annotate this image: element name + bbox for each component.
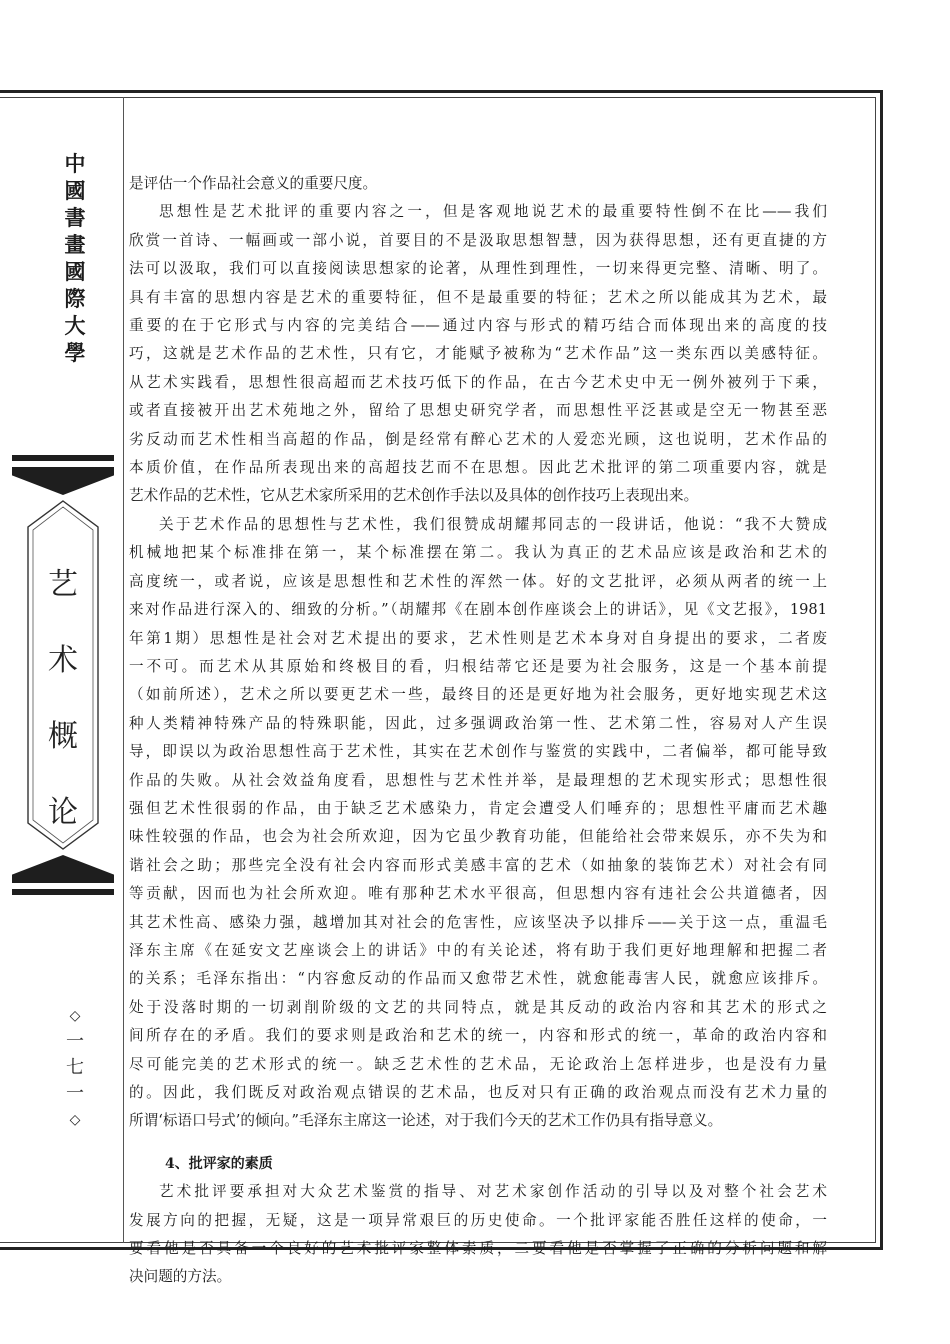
body-text [129, 170, 827, 1292]
diamond-icon: ◇ [69, 1008, 81, 1024]
school-name-char: 畫 [64, 232, 86, 257]
diamond-icon: ◇ [69, 1112, 81, 1128]
text-line: 谐社会之助；那些完全没有社会内容而形式美感丰富的艺术（如抽象的装饰艺术）对社会有同 [129, 856, 827, 874]
text-line: 其艺术性高、感染力强，越增加其对社会的危害性，应该坚决予以排斥——关于这一点，重温毛 [129, 913, 827, 931]
book-title-char: 艺 [48, 567, 78, 602]
text-line: 来对作品进行深入的、细致的分析。”（胡耀邦《在剧本创作座谈会上的讲话》，见《文艺报》，1981 [129, 601, 827, 619]
text-line: 年第1期）思想性是社会对艺术提出的要求，艺术性则是艺术本身对自身提出的要求，二者废 [129, 629, 827, 647]
school-name [60, 150, 90, 366]
text-line: 高度统一，或者说，应该是思想性和艺术性的浑然一体。好的文艺批评，必须从两者的统一上 [129, 572, 827, 590]
text-line: 要看他是否具备一个良好的艺术批评家整体素质，二要看他是否掌握了正确的分析问题和解 [129, 1240, 827, 1258]
text-line: 的。因此，我们既反对政治观点错误的艺术品，也反对只有正确的政治观点而没有艺术力量的 [129, 1084, 827, 1101]
sidebar-divider [123, 97, 124, 1243]
page-number-char: 一 [66, 1083, 84, 1104]
text-line: 思想性是艺术批评的重要内容之一，但是客观地说艺术的最重要特性倒不在比——我们 [159, 203, 827, 221]
text-line: 艺术作品的艺术性，它从艺术家所采用的艺术创作手法以及具体的创作技巧上表现出来。 [129, 487, 699, 505]
paragraph-1 [129, 170, 827, 198]
title-plaque [12, 455, 114, 895]
text-line: 强但艺术性很弱的作品，由于缺乏艺术感染力，肯定会遭受人们唾弃的；思想性平庸而艺术趣 [129, 799, 827, 817]
text-line: 劣反动而艺术性相当高超的作品，倒是经常有醉心艺术的人爱恋光顾，这也说明，艺术作品的 [129, 430, 827, 448]
book-title-char: 术 [48, 643, 78, 678]
school-name-char: 學 [64, 340, 86, 365]
school-name-char: 國 [64, 178, 86, 203]
text-line: 发展方向的把握，无疑，这是一项异常艰巨的历史使命。一个批评家能否胜任这样的使命，一 [129, 1211, 827, 1229]
text-line: 作品的失败。从社会效益角度看，思想性与艺术性并举，是最理想的艺术现实形式；思想性很 [129, 771, 827, 789]
school-name-char: 際 [64, 286, 86, 311]
text-line: 处于没落时期的一切剥削阶级的文艺的共同特点，就是其反动的政治内容和其艺术的形式之 [129, 998, 827, 1016]
text-line: 种人类精神特殊产品的特殊职能，因此，过多强调政治第一性、艺术第二性，容易对人产生误 [129, 714, 827, 732]
book-title-char: 论 [48, 795, 78, 830]
text-line: 重要的在于它形式与内容的完美结合——通过内容与形式的精巧结合而体现出来的高度的技 [129, 317, 827, 335]
paragraph-2 [129, 198, 827, 510]
text-line: 间所存在的矛盾。我们的要求则是政治和艺术的统一，内容和形式的统一，革命的政治内容和 [129, 1027, 827, 1045]
text-line: （如前所述），艺术之所以要更艺术一些，最终目的还是更好地为社会服务，更好地实现艺术这 [129, 686, 827, 704]
text-line: 导，即误以为政治思想性高于艺术性，其实在艺术创作与鉴赏的实践中，二者偏举，都可能导致 [129, 743, 827, 761]
page-number-char: 一 [66, 1031, 84, 1052]
text-line: 所谓‘标语口号式’的倾向。”毛泽东主席这一论述，对于我们今天的艺术工作仍具有指导意义。 [129, 1112, 723, 1130]
text-line: 是评估一个作品社会意义的重要尺度。 [129, 175, 378, 192]
plaque-top-bar [12, 455, 114, 461]
text-line: 一不可。而艺术从其原始和终极目的看，归根结蒂它还是要为社会服务，这是一个基本前提 [129, 657, 827, 675]
text-line: 决问题的方法。 [129, 1268, 232, 1286]
school-name-char: 大 [64, 313, 86, 338]
text-line: 的关系；毛泽东指出：“内容愈反动的作品而又愈带艺术性，就愈能毒害人民，就愈应该排斥。 [129, 970, 827, 988]
text-line: 泽东主席《在延安文艺座谈会上的讲话》中的有关论述，将有助于我们更好地理解和把握二者 [129, 941, 827, 959]
book-title-char: 概 [48, 719, 78, 754]
book-title [32, 547, 94, 851]
plaque-bottom-bar [12, 889, 114, 895]
text-line: 从艺术实践看，思想性很高超而艺术技巧低下的作品，在古今艺术史中无一例外被列于下乘， [129, 373, 827, 391]
page-number [58, 1003, 92, 1133]
text-line: 巧，这就是艺术作品的艺术性，只有它，才能赋予被称为“艺术作品”这一类东西以美感特征。 [129, 345, 827, 363]
plaque-bottom-ornament [12, 855, 114, 883]
text-line: 味性较强的作品，也会为社会所欢迎，因为它虽少教育功能，但能给社会带来娱乐，亦不失为和 [129, 828, 827, 846]
text-line: 等贡献，因而也为社会所欢迎。唯有那种艺术水平很高，但思想内容有违社会公共道德者，因 [129, 885, 827, 903]
text-line: 或者直接被开出艺术苑地之外，留给了思想史研究学者，而思想性平泛甚或是空无一物甚至恶 [129, 402, 827, 420]
school-name-char: 國 [64, 259, 86, 284]
text-line: 欣赏一首诗、一幅画或一部小说，首要目的不是汲取思想智慧，因为获得思想，还有更直捷的方 [129, 231, 827, 249]
school-name-char: 書 [64, 205, 86, 230]
text-line: 具有丰富的思想内容是艺术的重要特征，但不是最重要的特征；艺术之所以能成其为艺术，最 [129, 288, 827, 306]
text-line: 本质价值，在作品所表现出来的高超技艺而不在思想。因此艺术批评的第二项重要内容，就是 [129, 459, 827, 477]
text-line: 法可以汲取，我们可以直接阅读思想家的论著，从理性到理性，一切来得更完整、清晰、明了。 [129, 260, 827, 278]
text-line: 艺术批评要承担对大众艺术鉴赏的指导、对艺术家创作活动的引导以及对整个社会艺术 [159, 1183, 827, 1201]
plaque-top-ornament [12, 467, 114, 495]
text-line: 尽可能完美的艺术形式的统一。缺乏艺术性的艺术品，无论政治上怎样进步，也是没有力量 [129, 1055, 827, 1073]
paragraph-3 [129, 511, 827, 1136]
paragraph-4 [129, 1178, 827, 1292]
text-line: 关于艺术作品的思想性与艺术性，我们很赞成胡耀邦同志的一段讲话，他说：“我不大赞成 [159, 515, 827, 533]
school-name-char: 中 [64, 151, 86, 176]
text-line: 机械地把某个标准排在第一，某个标准摆在第二。我认为真正的艺术品应该是政治和艺术的 [129, 544, 827, 562]
section-heading: 4、批评家的素质 [165, 1155, 273, 1172]
page-number-char: 七 [66, 1057, 84, 1078]
